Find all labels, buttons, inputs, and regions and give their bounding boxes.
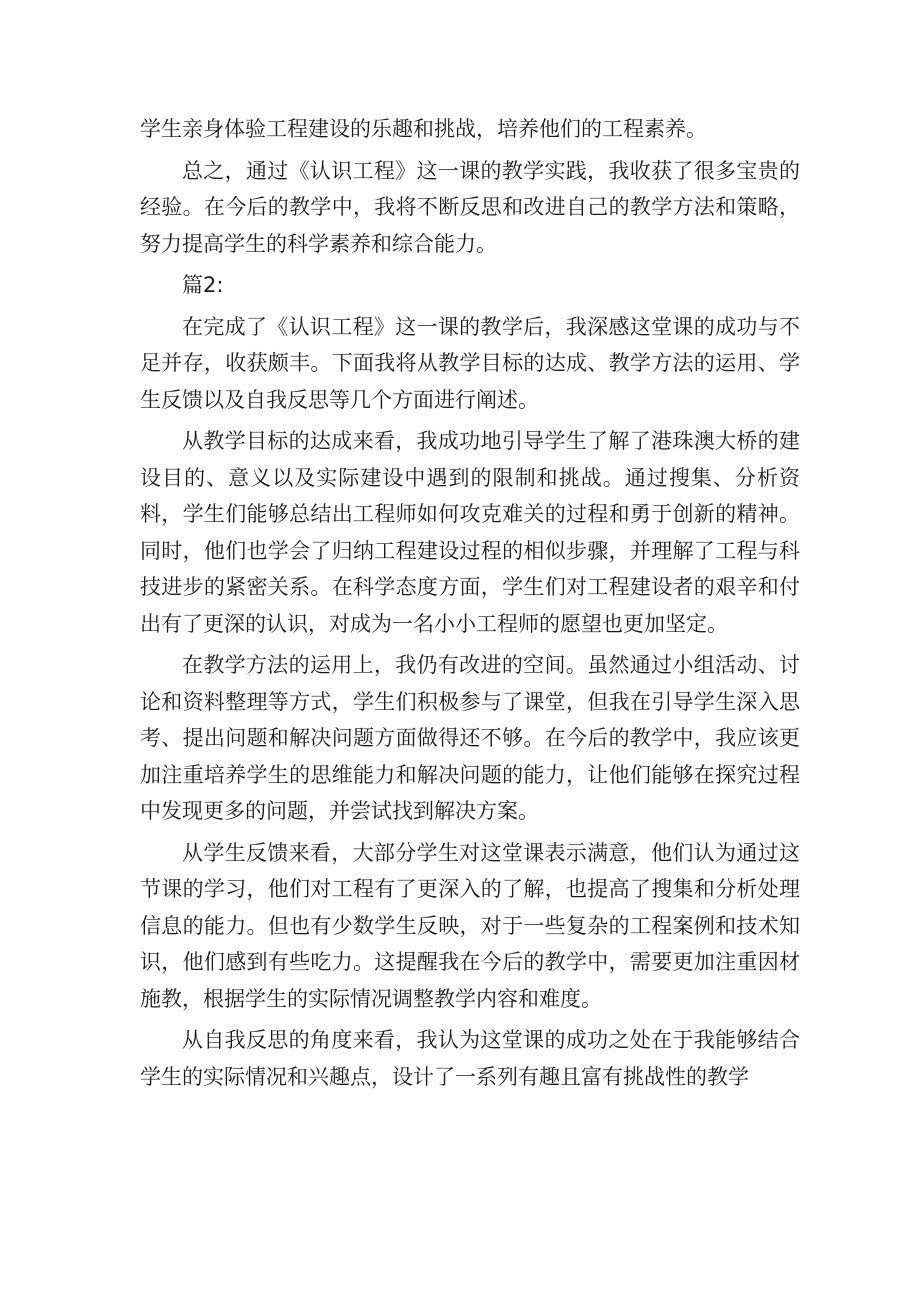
paragraph-student-feedback: 从学生反馈来看，大部分学生对这堂课表示满意，他们认为通过这节课的学习，他们对工程有了更深入的了解，也提高了搜集和分析处理信息的能力。但也有少数学生反映，对于一些复杂的工程案例和技术知识，他们感到有些吃力。这提醒我在今后的教学中，需要更加注重因材施教，根据学生的实际情况调整教学内容和难度。 bbox=[140, 840, 800, 1011]
paragraph-self-reflection: 从自我反思的角度来看，我认为这堂课的成功之处在于我能够结合学生的实际情况和兴趣点，设计了一系列有趣且富有挑战性的教学 bbox=[140, 1028, 800, 1089]
section-heading: 篇2: bbox=[182, 273, 224, 297]
paragraph-summary: 总之，通过《认识工程》这一课的教学实践，我收获了很多宝贵的经验。在今后的教学中，我将不断反思和改进自己的教学方法和策略，努力提高学生的科学素养和综合能力。 bbox=[140, 158, 800, 256]
paragraph-teaching-goals: 从教学目标的达成来看，我成功地引导学生了解了港珠澳大桥的建设目的、意义以及实际建设中遇到的限制和挑战。通过搜集、分析资料，学生们能够总结出工程师如何攻克难关的过程和勇于创新的精神。同时，他们也学会了归纳工程建设过程的相似步骤，并理解了工程与科技进步的紧密关系。在科学态度方面，学生们对工程建设者的艰辛和付出有了更深的认识，对成为一名小小工程师的愿望也更加坚定。 bbox=[140, 429, 800, 636]
paragraph-intro: 在完成了《认识工程》这一课的教学后，我深感这堂课的成功与不足并存，收获颇丰。下面我将从教学目标的达成、教学方法的运用、学生反馈以及自我反思等几个方面进行阐述。 bbox=[140, 314, 800, 412]
paragraph-continuation: 学生亲身体验工程建设的乐趣和挑战，培养他们的工程素养。 bbox=[140, 117, 707, 141]
document-body bbox=[140, 111, 800, 1100]
paragraph-teaching-methods: 在教学方法的运用上，我仍有改进的空间。虽然通过小组活动、讨论和资料整理等方式，学生们积极参与了课堂，但我在引导学生深入思考、提出问题和解决问题方面做得还不够。在今后的教学中，我应该更加注重培养学生的思维能力和解决问题的能力，让他们能够在探究过程中发现更多的问题，并尝试找到解决方案。 bbox=[140, 653, 800, 823]
